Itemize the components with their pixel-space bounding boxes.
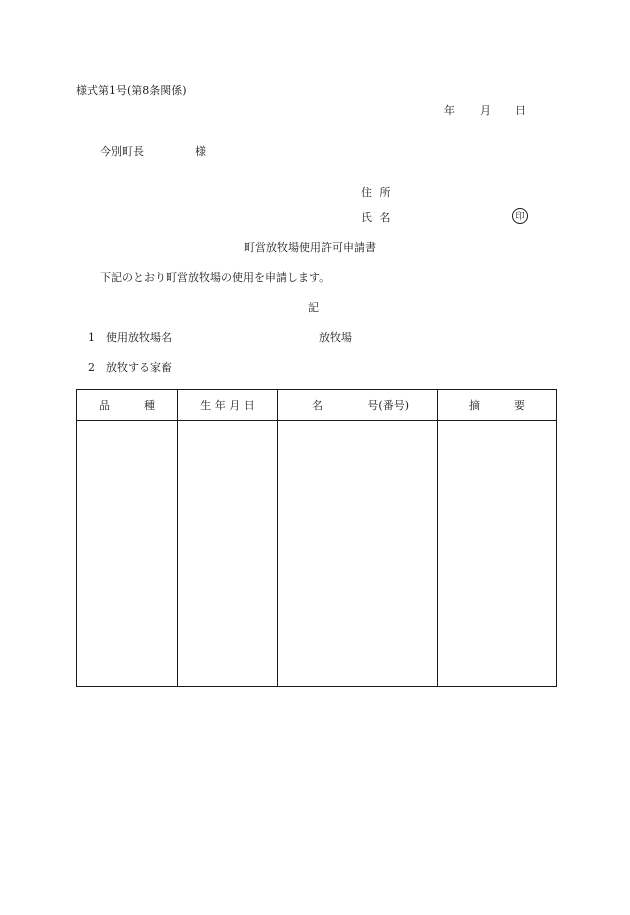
livestock-table: [76, 389, 557, 687]
date-day: 日: [515, 104, 526, 117]
form-label: 様式第1号(第8条関係): [76, 84, 187, 97]
header-name-2: 号(番号): [367, 399, 409, 412]
date-year: 年: [444, 104, 455, 117]
header-breed-1: 品: [99, 399, 110, 412]
item-2-number: 2: [88, 361, 95, 374]
header-name: [278, 390, 438, 421]
recipient-honorific: 様: [195, 145, 206, 158]
name-label: 氏 名: [361, 211, 393, 224]
document-title: 町営放牧場使用許可申請書: [244, 241, 376, 254]
cell-birthdate[interactable]: [178, 421, 278, 687]
header-remarks: [438, 390, 557, 421]
table-row: [77, 421, 557, 687]
cell-breed[interactable]: [77, 421, 178, 687]
address-label: 住 所: [361, 186, 393, 199]
header-remarks-2: 要: [514, 399, 525, 412]
item-1-suffix: 放牧場: [319, 331, 352, 344]
date-month: 月: [480, 104, 491, 117]
cell-remarks[interactable]: [438, 421, 557, 687]
ki-mark: 記: [308, 301, 319, 314]
recipient-name: 今別町長: [100, 145, 144, 158]
table-header-row: [77, 390, 557, 421]
header-birthdate: 生 年 月 日: [178, 390, 278, 421]
item-2-label: 放牧する家畜: [106, 361, 172, 374]
header-remarks-1: 摘: [469, 399, 480, 412]
body-text: 下記のとおり町営放牧場の使用を申請します。: [100, 271, 331, 284]
item-1-number: 1: [88, 331, 95, 344]
header-breed-2: 種: [144, 399, 155, 412]
header-breed: [77, 390, 178, 421]
seal-icon: 印: [512, 208, 528, 224]
item-1-label: 使用放牧場名: [106, 331, 172, 344]
header-name-1: 名: [312, 399, 323, 412]
cell-name[interactable]: [278, 421, 438, 687]
